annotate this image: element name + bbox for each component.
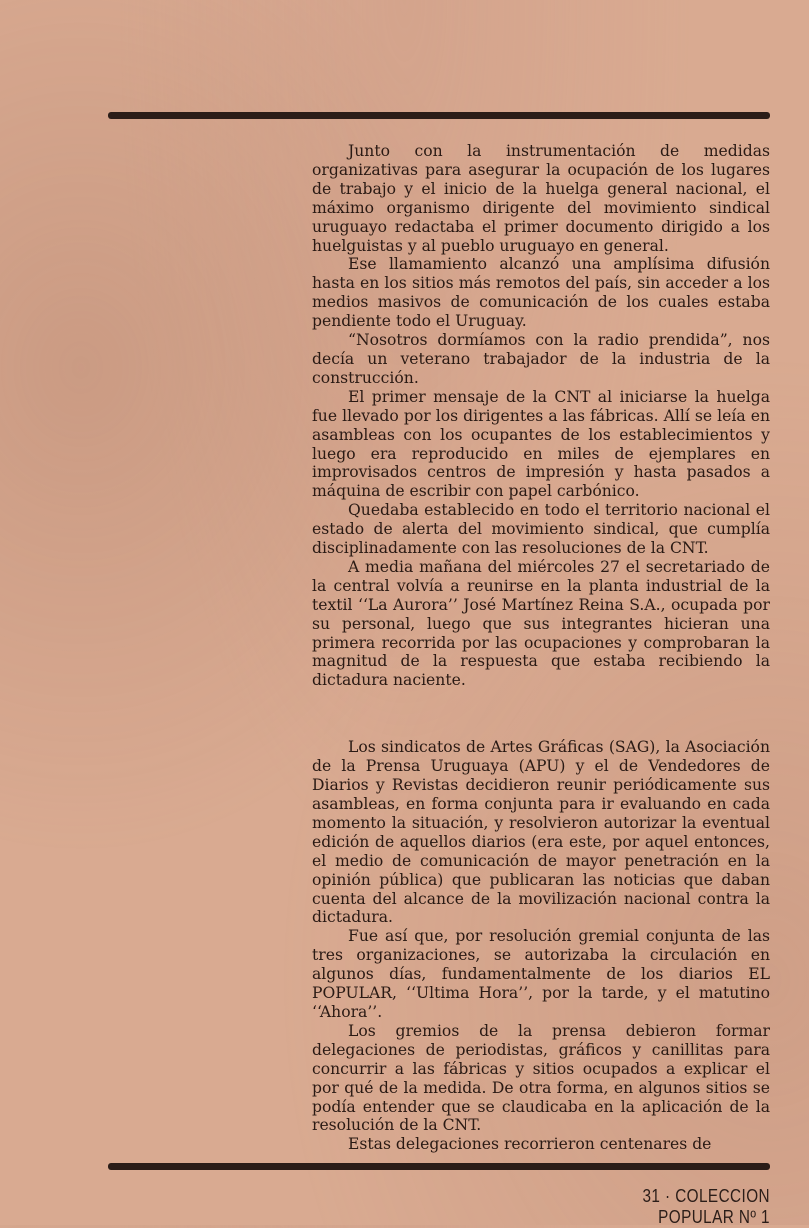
paragraph: “Nosotros dormíamos con la radio prendida”, nos decía un veterano trabajador de la industria de la construcción. [312,331,770,387]
page-footer: 31 · COLECCION POPULAR Nº 1 [642,1186,770,1227]
paragraph: A media mañana del miércoles 27 el secretariado de la central volvía a reunirse en la planta industrial de la textil ‘‘La Aurora’’ José Martínez Reina S.A., ocupada por su personal, luego que sus integrantes hicieran una primera recorrida por las ocupaciones y comprobaran la magnitud de la respuesta que estaba recibiendo la dictadura naciente. [312,557,770,690]
bottom-rule [108,1163,770,1170]
paragraph: Los sindicatos de Artes Gráficas (SAG), la Asociación de la Prensa Uruguaya (APU) y el de Vendedores de Diarios y Revistas decidieron reunir periódicamente sus asambleas, en forma conjunta para ir evaluando en cada momento la situación, y resolvieron autorizar la eventual edición de aquellos diarios (era este, por aquel entonces, el medio de comunicación de mayor penetración en la opinión pública) que publicaran las noticias que daban cuenta del alcance de la movilización nacional contra la dictadura. [312,738,770,927]
paragraph: Fue así que, por resolución gremial conjunta de las tres organizaciones, se autorizaba la circulación en algunos días, fundamentalmente de los diarios EL POPULAR, ‘‘Ultima Hora’’, por la tarde, y el matutino ‘‘Ahora’’. [312,927,770,1021]
page-body [312,142,770,1154]
top-rule [108,112,770,119]
paragraph: Quedaba establecido en todo el territorio nacional el estado de alerta del movimiento sindical, que cumplía disciplinadamente con las resoluciones de la CNT. [312,501,770,558]
section-break [312,690,770,738]
paragraph: Estas delegaciones recorrieron centenares de [348,1135,712,1154]
paragraph: Junto con la instrumentación de medidas organizativas para asegurar la ocupación de los lugares de trabajo y el inicio de la huelga general nacional, el máximo organismo dirigente del movimiento sindical uruguayo redactaba el primer documento dirigido a los huelguistas y al pueblo uruguayo en general. [312,142,770,255]
paragraph: El primer mensaje de la CNT al iniciarse la huelga fue llevado por los dirigentes a las fábricas. Allí se leía en asambleas con los ocupantes de los establecimientos y luego era reproducido en miles de ejemplares en improvisados centros de impresión y hasta pasados a máquina de escribir con papel carbónico. [312,387,770,501]
paragraph: Los gremios de la prensa debieron formar delegaciones de periodistas, gráficos y canillitas para concurrir a las fábricas y sitios ocupados a explicar el por qué de la medida. De otra forma, en algunos sitios se podía entender que se claudicaba en la aplicación de la resolución de la CNT. [312,1021,770,1135]
paragraph: Ese llamamiento alcanzó una amplísima difusión hasta en los sitios más remotos del país, sin acceder a los medios masivos de comunicación de los cuales estaba pendiente todo el Uruguay. [312,255,770,331]
